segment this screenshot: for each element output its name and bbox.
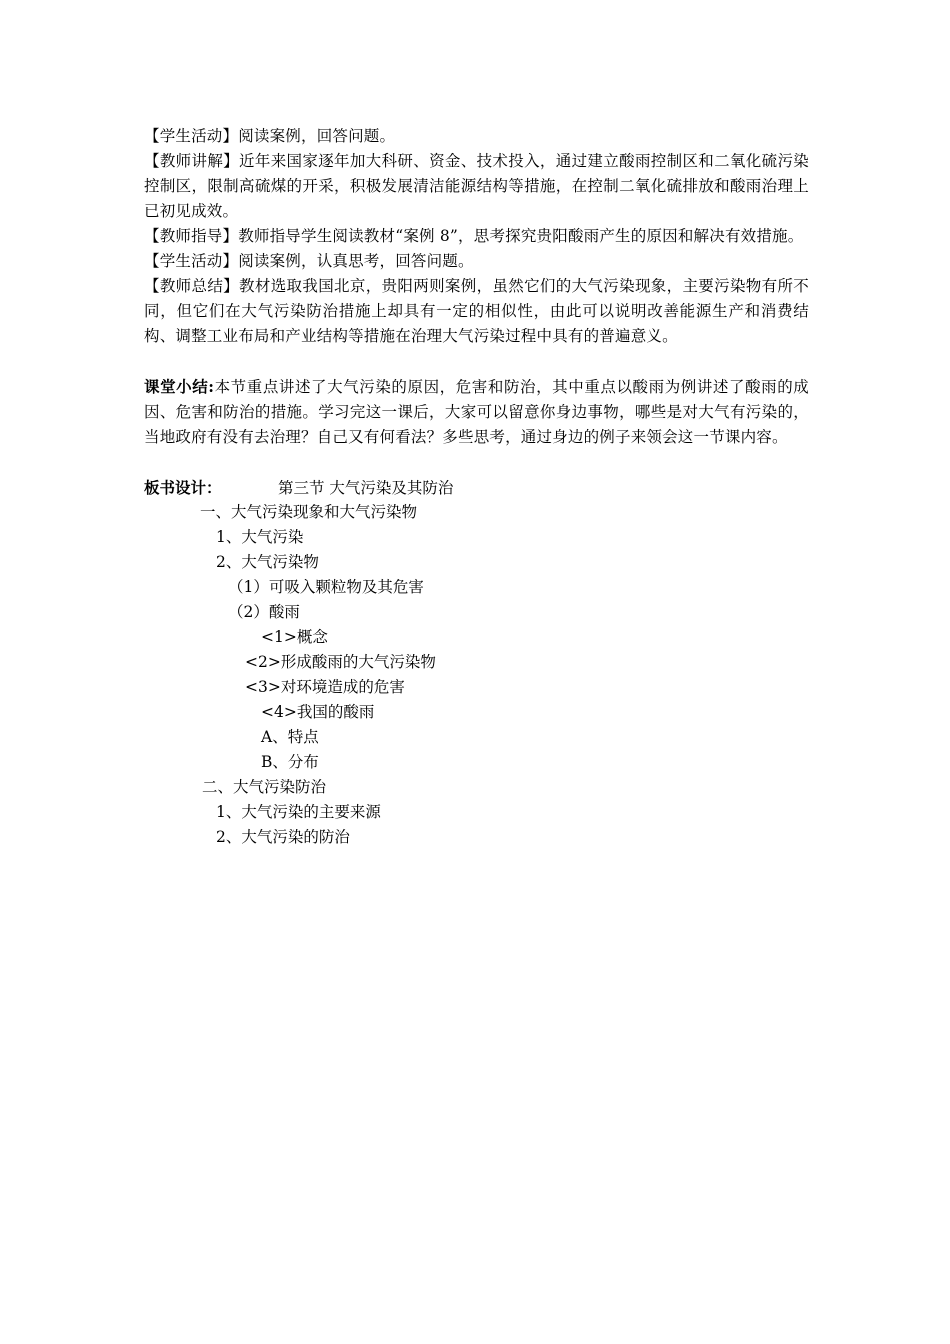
- paragraph-tag: 【教师指导】: [144, 227, 239, 245]
- outline-text: 一、大气污染现象和大气污染物: [200, 503, 418, 521]
- board-design-label: 板书设计：: [144, 478, 222, 497]
- spacer: [144, 450, 809, 475]
- outline-item: [144, 650, 809, 675]
- outline-item: [144, 600, 809, 625]
- outline-item: [144, 775, 809, 800]
- outline-text: B、分布: [261, 753, 319, 771]
- outline-text: <3>对环境造成的危害: [245, 678, 405, 696]
- paragraph-text: 阅读案例，认真思考，回答问题。: [238, 252, 474, 270]
- paragraph-text: 阅读案例，回答问题。: [238, 127, 396, 145]
- class-summary-label: 课堂小结:: [144, 377, 215, 396]
- document-page: [144, 124, 809, 850]
- outline-item: [144, 800, 809, 825]
- outline-text: （1）可吸入颗粒物及其危害: [228, 578, 424, 596]
- outline-item: [144, 550, 809, 575]
- outline-text: （2）酸雨: [228, 603, 300, 621]
- paragraph-text: 教材选取我国北京，贵阳两则案例，虽然它们的大气污染现象，主要污染物有所不同，但它们在大气污染防治措施上却具有一定的相似性，由此可以说明改善能源生产和消费结构、调整工业布局和产业结构等措施在治理大气污染过程中具有的普遍意义。: [144, 277, 810, 345]
- class-summary-text: 本节重点讲述了大气污染的原因，危害和防治，其中重点以酸雨为例讲述了酸雨的成因、危害和防治的措施。学习完这一课后，大家可以留意你身边事物，哪些是对大气有污染的，当地政府有没有去治理？自己又有何看法？多些思考，通过身边的例子来领会这一节课内容。: [144, 378, 809, 446]
- paragraph-tag: 【教师讲解】: [144, 152, 240, 170]
- outline-text: 1、大气污染的主要来源: [216, 803, 381, 821]
- spacer: [144, 349, 809, 374]
- paragraph-text: 近年来国家逐年加大科研、资金、技术投入，通过建立酸雨控制区和二氧化硫污染控制区，限制高硫煤的开采，积极发展清洁能源结构等措施，在控制二氧化硫排放和酸雨治理上已初见成效。: [144, 152, 810, 220]
- paragraph-teacher-guide: [144, 224, 809, 249]
- outline-text: 二、大气污染防治: [202, 778, 327, 796]
- outline-item: [144, 500, 809, 525]
- board-design-title: 第三节 大气污染及其防治: [278, 479, 454, 497]
- outline-item: [144, 525, 809, 550]
- outline-text: <1>概念: [261, 628, 328, 646]
- outline-text: <4>我国的酸雨: [261, 703, 375, 721]
- paragraph-student-activity-1: [144, 124, 809, 149]
- class-summary: [144, 374, 809, 450]
- paragraph-teacher-summary: [144, 274, 809, 349]
- outline-item: [144, 750, 809, 775]
- outline-text: 1、大气污染: [216, 528, 304, 546]
- outline-text: 2、大气污染物: [216, 553, 319, 571]
- outline-text: <2>形成酸雨的大气污染物: [245, 653, 436, 671]
- outline-item: [144, 725, 809, 750]
- paragraph-tag: 【教师总结】: [144, 277, 240, 295]
- paragraph-tag: 【学生活动】: [144, 127, 239, 145]
- paragraph-teacher-explain: [144, 149, 809, 224]
- outline-text: 2、大气污染的防治: [216, 828, 350, 846]
- outline-item: [144, 700, 809, 725]
- outline-item: [144, 625, 809, 650]
- paragraph-text: 教师指导学生阅读教材“案例 8”，思考探究贵阳酸雨产生的原因和解决有效措施。: [238, 227, 804, 245]
- outline-item: [144, 675, 809, 700]
- outline-text: A、特点: [261, 728, 319, 746]
- outline-item: [144, 575, 809, 600]
- paragraph-student-activity-2: [144, 249, 809, 274]
- paragraph-tag: 【学生活动】: [144, 252, 239, 270]
- outline-item: [144, 825, 809, 850]
- board-design-header: [144, 475, 809, 500]
